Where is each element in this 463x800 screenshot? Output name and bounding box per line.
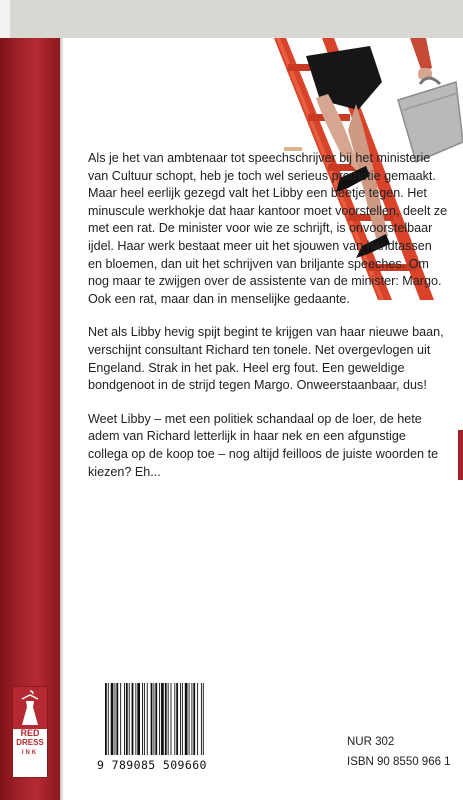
logo-text-dress: DRESS xyxy=(16,738,44,747)
blurb-paragraph-1: Als je het van ambtenaar tot speechschrijver bij het ministerie van Cultuur schopt, heb je toch wel serieus promotie gemaakt. Maar heel eerlijk gezegd valt het Libby een beetje tegen. Het minuscule werkhokje dat haar kantoor moet voorstellen, deelt ze met een rat. De minister voor wie ze schrijft, is onvoorstelbaar ijdel. Haar werk bestaat meer uit het sjouwen van handtassen en bloemen, dan uit het schrijven van briljante speeches. Om nog maar te zwijgen over de assistente van de minister: Margo. Ook een rat, maar dan in menselijke gedaante. xyxy=(88,151,448,306)
logo-text-ink: INK xyxy=(21,750,39,756)
briefcase-handle xyxy=(420,78,440,84)
blurb-paragraph-3: Weet Libby – met een politiek schandaal op de loer, de hete adem van Richard letterlijk in haar nek en een afgunstige collega op de koop toe – nog altijd feilloos de juiste woorden te kiezen? Eh... xyxy=(88,411,439,479)
isbn-number: ISBN 90 8550 966 1 xyxy=(347,756,451,768)
back-cover-blurb xyxy=(88,150,448,497)
arm xyxy=(410,38,432,72)
publisher-logo xyxy=(12,686,48,778)
barcode-digits: 9 789085 509660 xyxy=(97,758,207,772)
nur-code: NUR 302 xyxy=(347,736,395,748)
dress-hanger-icon xyxy=(13,687,47,729)
red-edge-mark xyxy=(458,430,463,480)
blurb-paragraph-2: Net als Libby hevig spijt begint te krijgen van haar nieuwe baan, verschijnt consultant Richard ten tonele. Net overgevlogen uit Engeland. Strak in het pak. Heel erg fout. Een geweldige bondgenoot in de strijd tegen Margo. Onweerstaanbaar, dus! xyxy=(88,325,444,393)
book-page-edges xyxy=(10,0,463,38)
spine-shadow xyxy=(60,38,64,800)
logo-text-red: RED xyxy=(20,728,40,738)
